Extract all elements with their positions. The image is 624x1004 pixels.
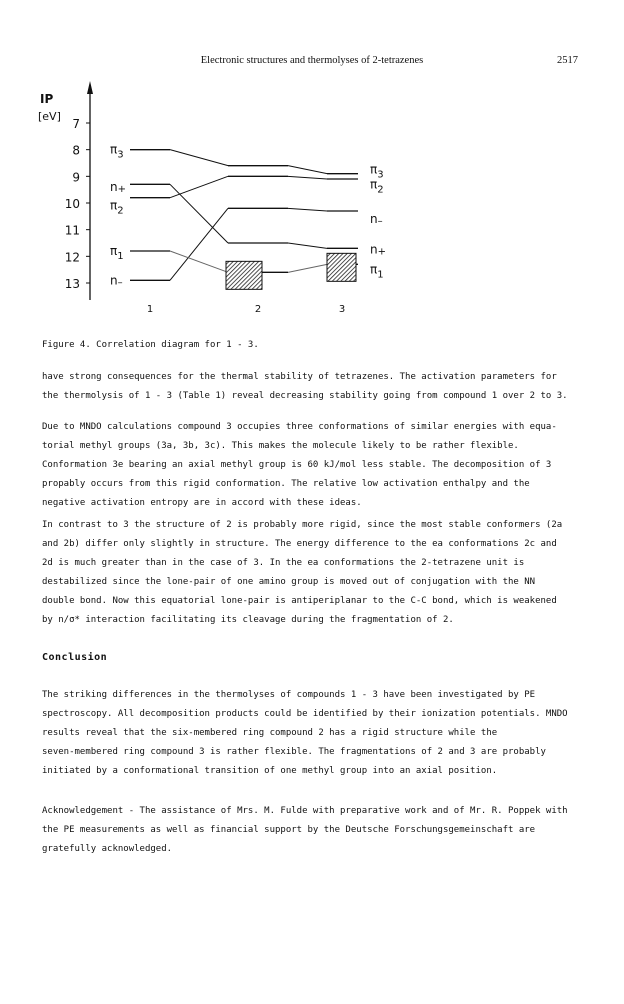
text-line: torial methyl groups (3a, 3b, 3c). This makes the molecule likely to be rather flexible. [42,441,519,451]
x-label-2: 2 [254,304,262,315]
text-line: Conformation 3e bearing an axial methyl group is 60 kJ/mol less stable. The decomposition of 3 [42,460,552,470]
text-line: negative activation entropy are in accord with these ideas. [42,498,362,508]
y-tick-label: 8 [72,143,80,158]
y-tick-label: 9 [72,170,80,185]
text-line: destabilized since the lone-pair of one amino group is moved out of conjugation with the NN [42,577,536,587]
label-left-π3: $\pi_3$ [110,142,124,161]
text-line: by n/σ* interaction facilitating its cleavage during the fragmentation of 2. [42,615,454,625]
band-box-2 [226,261,262,289]
correlation-line-n+ [288,243,327,248]
label-right-n-: n– [370,212,383,227]
running-header: Electronic structures and thermolyses of 2-tetrazenes [200,55,424,66]
label-left-π1: $\pi_1$ [110,244,124,262]
y-tick-label: 11 [64,223,80,238]
text-line: 2d is much greater than in the case of 3. In the ea conformations the 2-tetrazene unit is [42,558,525,568]
correlation-line-π2 [288,176,327,179]
text-line: gratefully acknowledged. [42,844,173,854]
label-left-π2: $\pi_2$ [110,198,124,217]
paragraph-2 [42,418,587,513]
correlation-diagram [30,78,410,328]
text-line: the PE measurements as well as financial support by the Deutsche Forschungsgemeinschaft are [42,825,536,835]
correlation-diagram-svg [30,78,410,328]
correlation-line-n+ [170,184,228,243]
correlation-line-π1 [288,264,327,272]
label-left-n-: n– [110,273,123,289]
y-tick-label: 13 [64,277,80,291]
paragraph-3 [42,516,587,630]
text-line: Due to MNDO calculations compound 3 occupies three conformations of similar energies with equa- [42,422,557,432]
text-line: propably occurs from this rigid conformation. The relative low activation enthalpy and the [42,479,530,489]
band-box-3 [327,253,356,281]
y-axis-label: IP [40,92,54,106]
text-line: seven-membered ring compound 3 is rather flexible. The fragmentations of 2 and 3 are probably [42,747,546,757]
paragraph-acknowledgement [42,802,587,859]
section-heading-conclusion: Conclusion [42,652,108,663]
label-left-n+: n+ [110,180,126,195]
text-line: Acknowledgement - The assistance of Mrs. M. Fulde with preparative work and of Mr. R. Poppek with [42,806,568,816]
correlation-line-π2 [170,176,228,197]
text-line: double bond. Now this equatorial lone-pair is antiperiplanar to the C-C bond, which is weakened [42,596,557,606]
correlation-line-π3 [170,150,228,166]
y-tick-label: 12 [64,250,80,265]
text-line: spectroscopy. All decomposition products could be identified by their ionization potentials. MNDO [42,709,568,719]
text-line: have strong consequences for the thermal stability of tetrazenes. The activation parameters for [42,372,557,382]
label-right-π1: $\pi_1$ [370,262,384,281]
figure-caption: Figure 4. Correlation diagram for 1 - 3. [42,340,259,350]
x-label-1: 1 [146,304,154,315]
text-line: the thermolysis of 1 - 3 (Table 1) reveal decreasing stability going from compound 1 over 2 to 3. [42,391,568,401]
correlation-line-π3 [288,166,327,174]
y-axis-unit: [eV] [38,110,61,123]
text-line: The striking differences in the thermolyses of compounds 1 - 3 have been investigated by PE [42,690,536,700]
page-number: 2517 [557,55,578,66]
text-line: and 2b) differ only slightly in structure. The energy difference to the ea conformations 2c and [42,539,557,549]
paragraph-conclusion [42,686,587,781]
x-label-3: 3 [338,304,346,315]
label-right-π3: $\pi_3$ [370,162,384,181]
y-tick-label: 7 [72,117,80,131]
y-axis-arrow [87,81,93,94]
text-line: initiated by a conformational transition of one methyl group into an axial position. [42,766,498,776]
correlation-line-n- [288,208,327,211]
text-line: results reveal that the six-membered ring compound 2 has a rigid structure while the [42,728,498,738]
label-right-π2: $\pi_2$ [370,177,384,196]
paragraph-1 [42,368,587,406]
y-tick-label: 10 [64,197,80,211]
label-right-n+: n+ [370,242,386,258]
text-line: In contrast to 3 the structure of 2 is probably more rigid, since the most stable conformers (2a [42,520,563,530]
